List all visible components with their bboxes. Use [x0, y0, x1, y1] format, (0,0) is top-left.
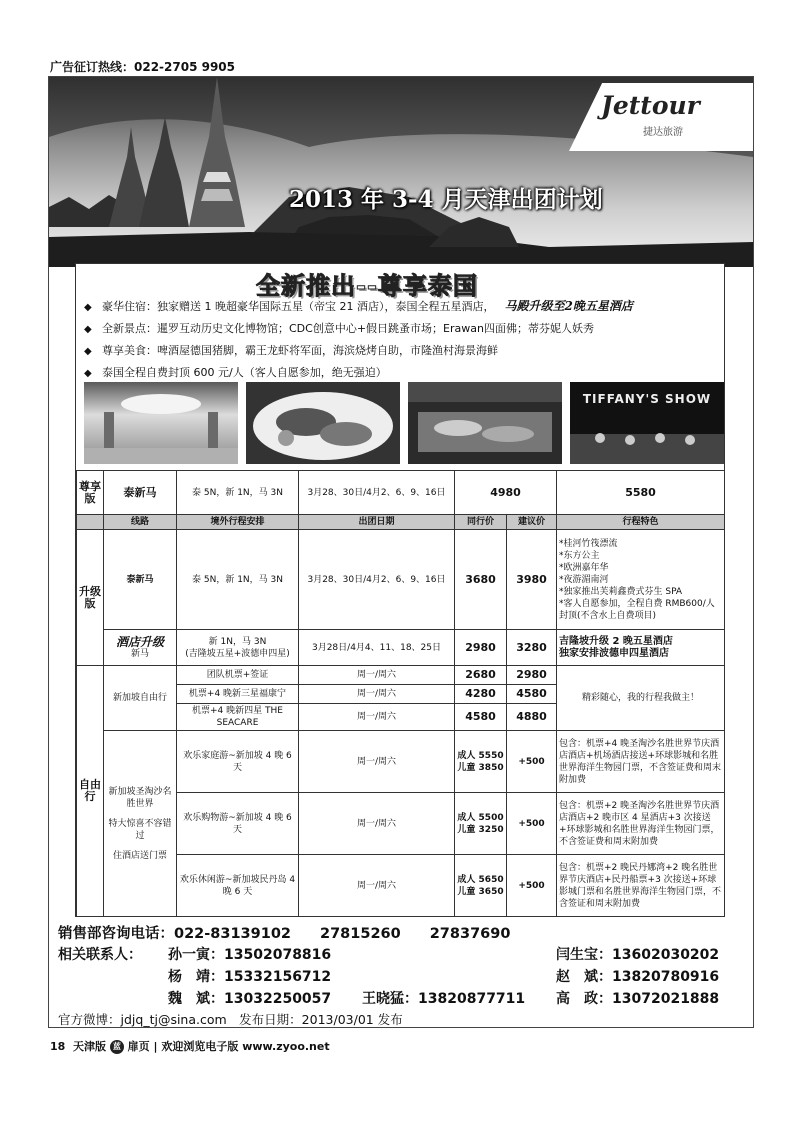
sales-phone-line: 销售部咨询电话：022-83139102 27815260 27837690 [58, 926, 511, 942]
diamond-icon: ◆ [84, 302, 92, 313]
header-suggested-price: 建议价 [507, 515, 557, 530]
promo-title: 全新推出--尊享泰国 [256, 271, 478, 300]
diamond-icon: ◆ [84, 346, 92, 357]
contact-person: 赵 斌：13820780916 [556, 969, 720, 985]
hotel-upgrade-suggested-price: 3280 [507, 630, 557, 666]
contact-person: 杨 靖：15332156712 [168, 969, 332, 985]
contact-person: 王晓猛：13820877711 [362, 991, 526, 1007]
section-name: 扉页 [127, 1040, 150, 1053]
promo-box [75, 263, 725, 917]
vip-suggested-price: 5580 [557, 471, 725, 515]
contact-person: 高 政：13072021888 [556, 991, 720, 1007]
tiffany-show-photo [570, 382, 724, 464]
header-features: 行程特色 [557, 515, 725, 530]
upgrade-peer-price: 3680 [455, 530, 507, 630]
hotel-lobby-photo [84, 382, 238, 464]
price-table [76, 470, 725, 917]
sg-row: 机票+4 晚新四星 THE SEACARE 周一/周六 4580 4880 [77, 704, 725, 731]
site-url[interactable]: www.zyoo.net [242, 1040, 330, 1053]
upgrade-highlight: 马殿升级至2晚五星酒店 [504, 299, 633, 313]
bbq-photo [408, 382, 562, 464]
company-logo-subtitle: 捷达旅游 [643, 127, 683, 138]
hotel-upgrade-features: 吉隆坡升级 2 晚五星酒店 独家安排波德申四星酒店 [557, 630, 725, 666]
sg-row: 机票+4 晚新三星福康宁 周一/周六 4280 4580 [77, 685, 725, 704]
vip-row [77, 471, 725, 515]
sg-feature: 精彩随心，我的行程我做主！ [557, 666, 725, 731]
edition: 天津版 [72, 1040, 106, 1053]
seafood-photo [246, 382, 400, 464]
header-peer-price: 同行价 [455, 515, 507, 530]
upgrade-suggested-price: 3980 [507, 530, 557, 630]
hotel-upgrade-tag: 酒店升级 [115, 634, 164, 649]
vip-label: 尊享版 [77, 471, 104, 515]
vip-route: 泰新马 [104, 471, 177, 515]
promo-bullet: ◆ 尊享美食：啤酒屋德国猪脚，霸王龙虾将军面，海滨烧烤自助，市隆渔村海景海鲜 [84, 340, 724, 362]
hotel-upgrade-route-cell: 酒店升级 新马 [104, 630, 177, 666]
contact-person: 闫生宝：13602030202 [556, 947, 720, 963]
package-row: 新加坡圣淘沙名胜世界 特大惊喜不容错过 住酒店送门票 欢乐家庭游~新加坡 4 晚 6 天 周一/周六 成人 5550 儿童 3850 +500 包含：机票+4 晚圣淘沙名胜世界节庆酒店酒店+机场酒店接送+环球影城和名胜世界海洋生物园门票，不含签证费和周末附加费 [77, 731, 725, 793]
photo-strip [84, 382, 724, 464]
package-row: 欢乐购物游~新加坡 4 晚 6 天 周一/周六 成人 5500 儿童 3250 +500 包含：机票+2 晚圣淘沙名胜世界节庆酒店酒店+2 晚市区 4 星酒店+3 次接送+环球影城和名胜世界海洋生物园门票，不含签证费和周末附加费 [77, 793, 725, 855]
contact-person: 孙一寅：13502078816 [168, 947, 332, 963]
hotel-upgrade-itinerary: 新 1N，马 3N (吉隆坡五星+波德申四星) [177, 630, 299, 666]
contact-label: 相关联系人： [58, 947, 142, 963]
contact-person: 魏 斌：13032250057 [168, 991, 332, 1007]
vip-dates: 3月28、30日/4月2、6、9、16日 [299, 471, 455, 515]
upgrade-row [77, 530, 725, 630]
header-itinerary: 境外行程安排 [177, 515, 299, 530]
upgrade-itinerary: 泰 5N，新 1N，马 3N [177, 530, 299, 630]
page-footer [50, 1038, 330, 1054]
welcome-text: 欢迎浏览电子版 [161, 1040, 239, 1053]
promo-bullet: ◆ 豪华住宿：独家赠送 1 晚超豪华国际五星（帝宝 21 酒店），泰国全程五星酒店， 马殿升级至2晚五星酒店 [84, 296, 724, 318]
package-row: 欢乐休闲游~新加坡民丹岛 4 晚 6 天 周一/周六 成人 5650 儿童 3650 +500 包含：机票+2 晚民丹娜湾+2 晚名胜世界节庆酒店+民丹船票+3 次接送+环球影城门票和名胜世界海洋生物园门票，不含签证和周末附加费 [77, 855, 725, 917]
separator: | [153, 1040, 158, 1053]
hotel-upgrade-row [77, 630, 725, 666]
banner [49, 77, 753, 267]
package-label: 新加坡圣淘沙名胜世界 特大惊喜不容错过 住酒店送门票 [104, 731, 177, 917]
upgrade-dates: 3月28、30日/4月2、6、9、16日 [299, 530, 455, 630]
sg-row: 自由行 新加坡自由行 团队机票+签证 周一/周六 2680 2980 精彩随心，我的行程我做主！ [77, 666, 725, 685]
hotel-upgrade-peer-price: 2980 [455, 630, 507, 666]
header-dates: 出团日期 [299, 515, 455, 530]
banner-title: 2013 年 3-4 月天津出团计划 [289, 186, 603, 213]
upgrade-route: 泰新马 [104, 530, 177, 630]
header-route: 线路 [104, 515, 177, 530]
vip-itinerary: 泰 5N，新 1N，马 3N [177, 471, 299, 515]
vip-peer-price: 4980 [455, 471, 557, 515]
ad-hotline: 广告征订热线：022-2705 9905 [50, 60, 236, 74]
advert-frame [48, 76, 754, 1028]
diamond-icon: ◆ [84, 368, 92, 379]
sg-label: 新加坡自由行 [104, 666, 177, 731]
promo-bullet: ◆ 全新景点：暹罗互动历史文化博物馆；CDC创意中心+假日跳蚤市场；Erawan四面佛；蒂芬妮人妖秀 [84, 318, 724, 340]
weibo-line: 官方微博：jdjq_tj@sina.com 发布日期：2013/03/01 发布 [58, 1012, 403, 1027]
promo-bullet: ◆ 泰国全程自费封顶 600 元/人（客人自愿参加，绝无强迫） [84, 362, 724, 384]
company-logo: Jettour [601, 91, 700, 120]
show-caption: TIFFANY'S SHOW [582, 392, 712, 406]
badge-icon: 蓝 [110, 1040, 124, 1054]
hotel-upgrade-dates: 3月28日/4月4、11、18、25日 [299, 630, 455, 666]
diamond-icon: ◆ [84, 324, 92, 335]
free-label: 自由行 [77, 666, 104, 917]
promo-bullets [84, 296, 724, 384]
table-header-row [77, 515, 725, 530]
upgrade-label: 升级版 [77, 530, 104, 666]
upgrade-features: *桂河竹筏漂流 *东方公主 *欧洲嘉年华 *夜游湄南河 *独家推出芙莉鑫费式芬生 SPA *客人自愿参加，全程自费 RMB600/人封顶(不含水上自费项目) [557, 530, 725, 630]
page-number: 18 [50, 1040, 66, 1053]
